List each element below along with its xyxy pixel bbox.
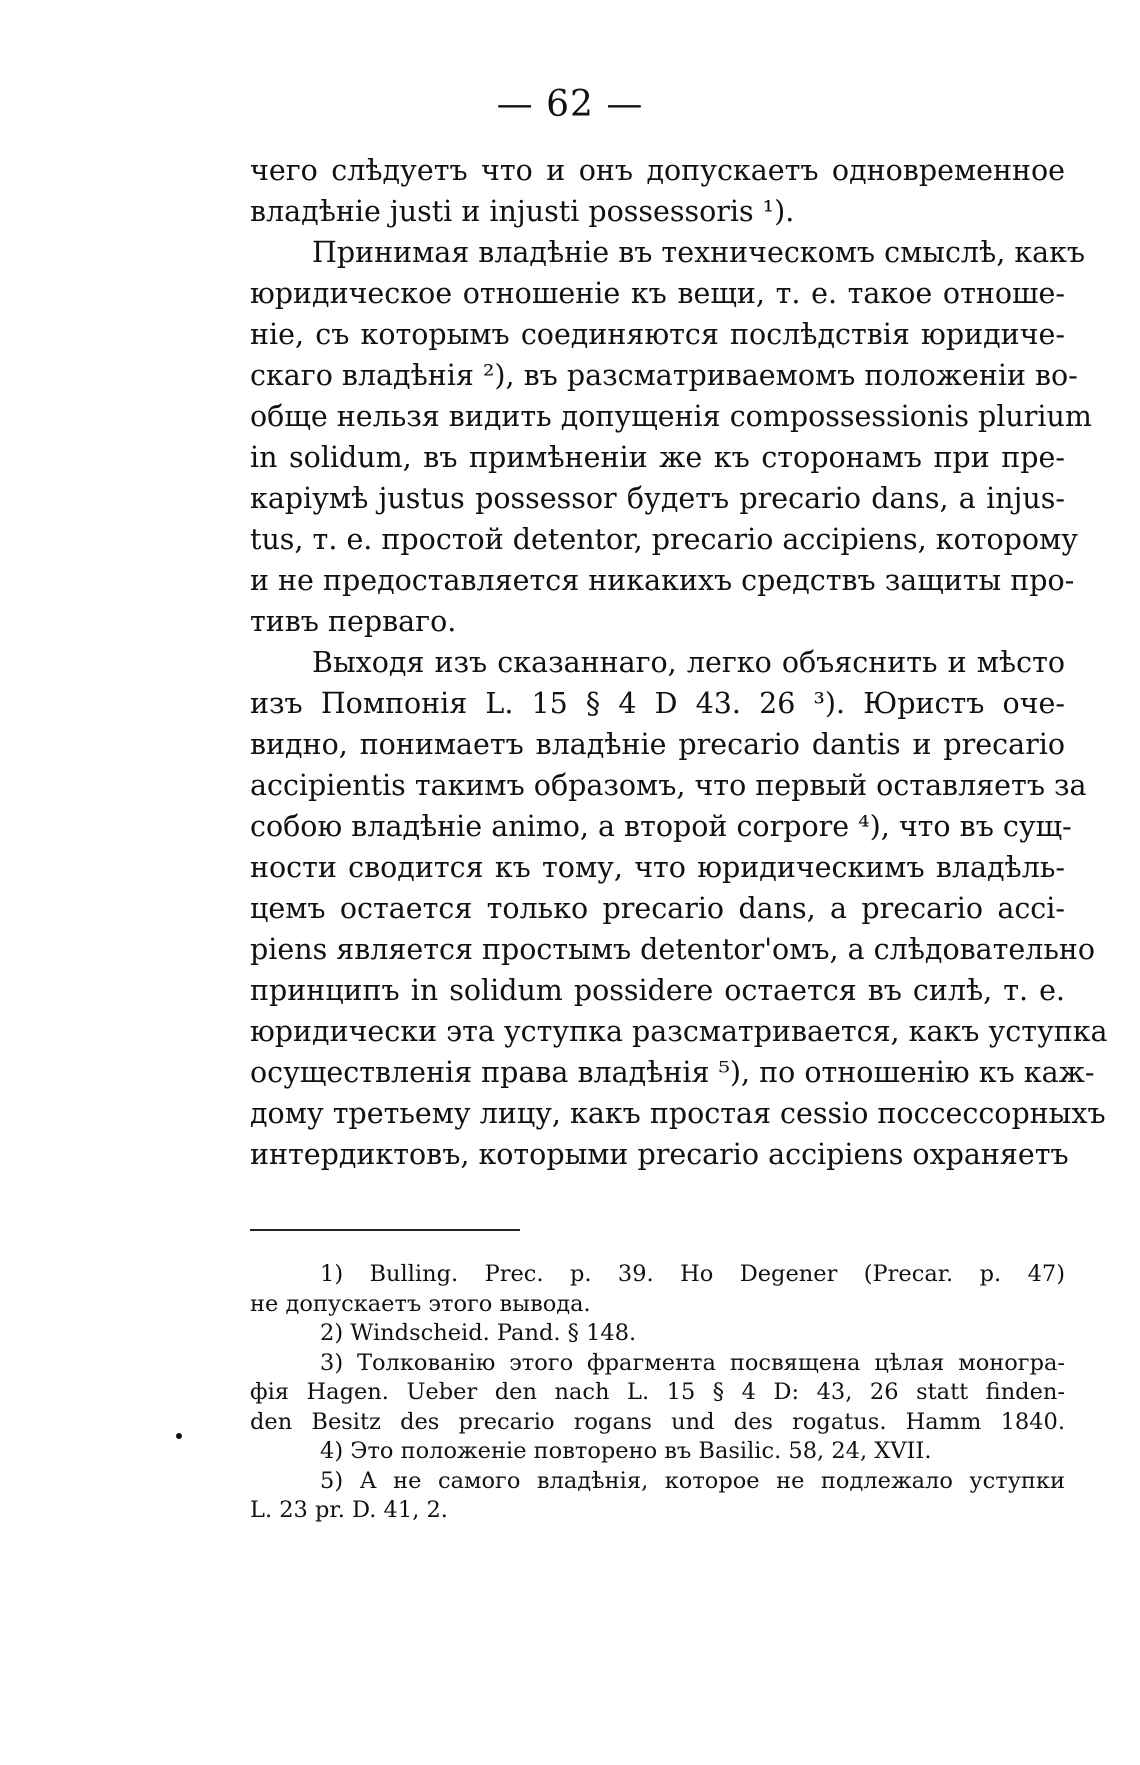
footnote-divider [250, 1229, 520, 1231]
text-line: чего слѣдуетъ что и онъ допускаетъ одновременное [250, 154, 1065, 187]
footnote-line: 3) Толкованію этого фрагмента посвящена цѣлая моногра- [320, 1349, 1065, 1376]
text-line: собою владѣніе animo, а второй corpore ⁴), что въ сущ- [250, 810, 1072, 843]
text-line: изъ Помпонія L. 15 § 4 D 43. 26 ³). Юристъ оче- [250, 687, 1065, 720]
text-line: in solidum, въ примѣненіи же къ сторонамъ при пре- [250, 441, 1065, 474]
text-line: каріумѣ justus possessor будетъ precario dans, а injus- [250, 482, 1065, 515]
text-line: Выходя изъ сказаннаго, легко объяснить и мѣсто [312, 646, 1065, 679]
footnote-line: den Besitz des precario rogans und des rogatus. Hamm 1840. [250, 1408, 1065, 1435]
footnote-line: 2) Windscheid. Pand. § 148. [320, 1320, 637, 1346]
text-line: тивъ перваго. [250, 605, 457, 638]
main-text [250, 150, 1108, 1175]
text-line: accipientis такимъ образомъ, что первый оставляетъ за [250, 769, 1087, 802]
page-number: — 62 — [496, 84, 644, 125]
text-line: юридическое отношеніе къ вещи, т. е. такое отноше- [250, 277, 1065, 310]
footnote-line: 5) А не самого владѣнія, которое не подлежало уступки [320, 1467, 1065, 1494]
text-line: интердиктовъ, которыми precario accipiens охраняетъ [250, 1138, 1069, 1171]
text-line: принципъ in solidum possidere остается въ силѣ, т. е. [250, 974, 1065, 1007]
text-line: видно, понимаетъ владѣніе precario dantis и precario [250, 728, 1065, 761]
text-line: tus, т. е. простой detentor, precario accipiens, которому [250, 523, 1079, 556]
text-line: осуществленія права владѣнія ⁵), по отношенію къ каж- [250, 1056, 1095, 1089]
text-line: юридически эта уступка разсматривается, какъ уступка [250, 1015, 1108, 1048]
footnote-line: не допускаетъ этого вывода. [250, 1290, 591, 1317]
text-line: piens является простымъ detentor'омъ, а слѣдовательно [250, 933, 1096, 966]
margin-dot-mark [176, 1433, 182, 1439]
text-line: скаго владѣнія ²), въ разсматриваемомъ положеніи во- [250, 359, 1078, 392]
text-line: цемъ остается только precario dans, а precario acci- [250, 892, 1065, 925]
text-line: ніе, съ которымъ соединяются послѣдствія юридиче- [250, 318, 1065, 351]
footnote-line: фія Hagen. Ueber den nach L. 15 § 4 D: 43, 26 statt finden- [250, 1379, 1065, 1405]
text-line: и не предоставляется никакихъ средствъ защиты про- [250, 564, 1075, 597]
text-line: ности сводится къ тому, что юридическимъ владѣль- [250, 851, 1065, 884]
footnote-line: L. 23 pr. D. 41, 2. [250, 1497, 448, 1523]
text-line: дому третьему лицу, какъ простая cessio поссессорныхъ [250, 1097, 1106, 1130]
text-line: Принимая владѣніе въ техническомъ смыслѣ, какъ [312, 236, 1086, 269]
footnotes [250, 1260, 1065, 1526]
footnote-line: 4) Это положеніе повторено въ Basilic. 58, 24, XVII. [320, 1438, 932, 1464]
footnote-line: 1) Bulling. Prec. p. 39. Но Degener (Precar. p. 47) [320, 1261, 1065, 1287]
text-line: владѣніе justi и injusti possessoris ¹). [250, 195, 795, 228]
text-line: обще нельзя видить допущенія compossessionis plurium [250, 400, 1092, 433]
